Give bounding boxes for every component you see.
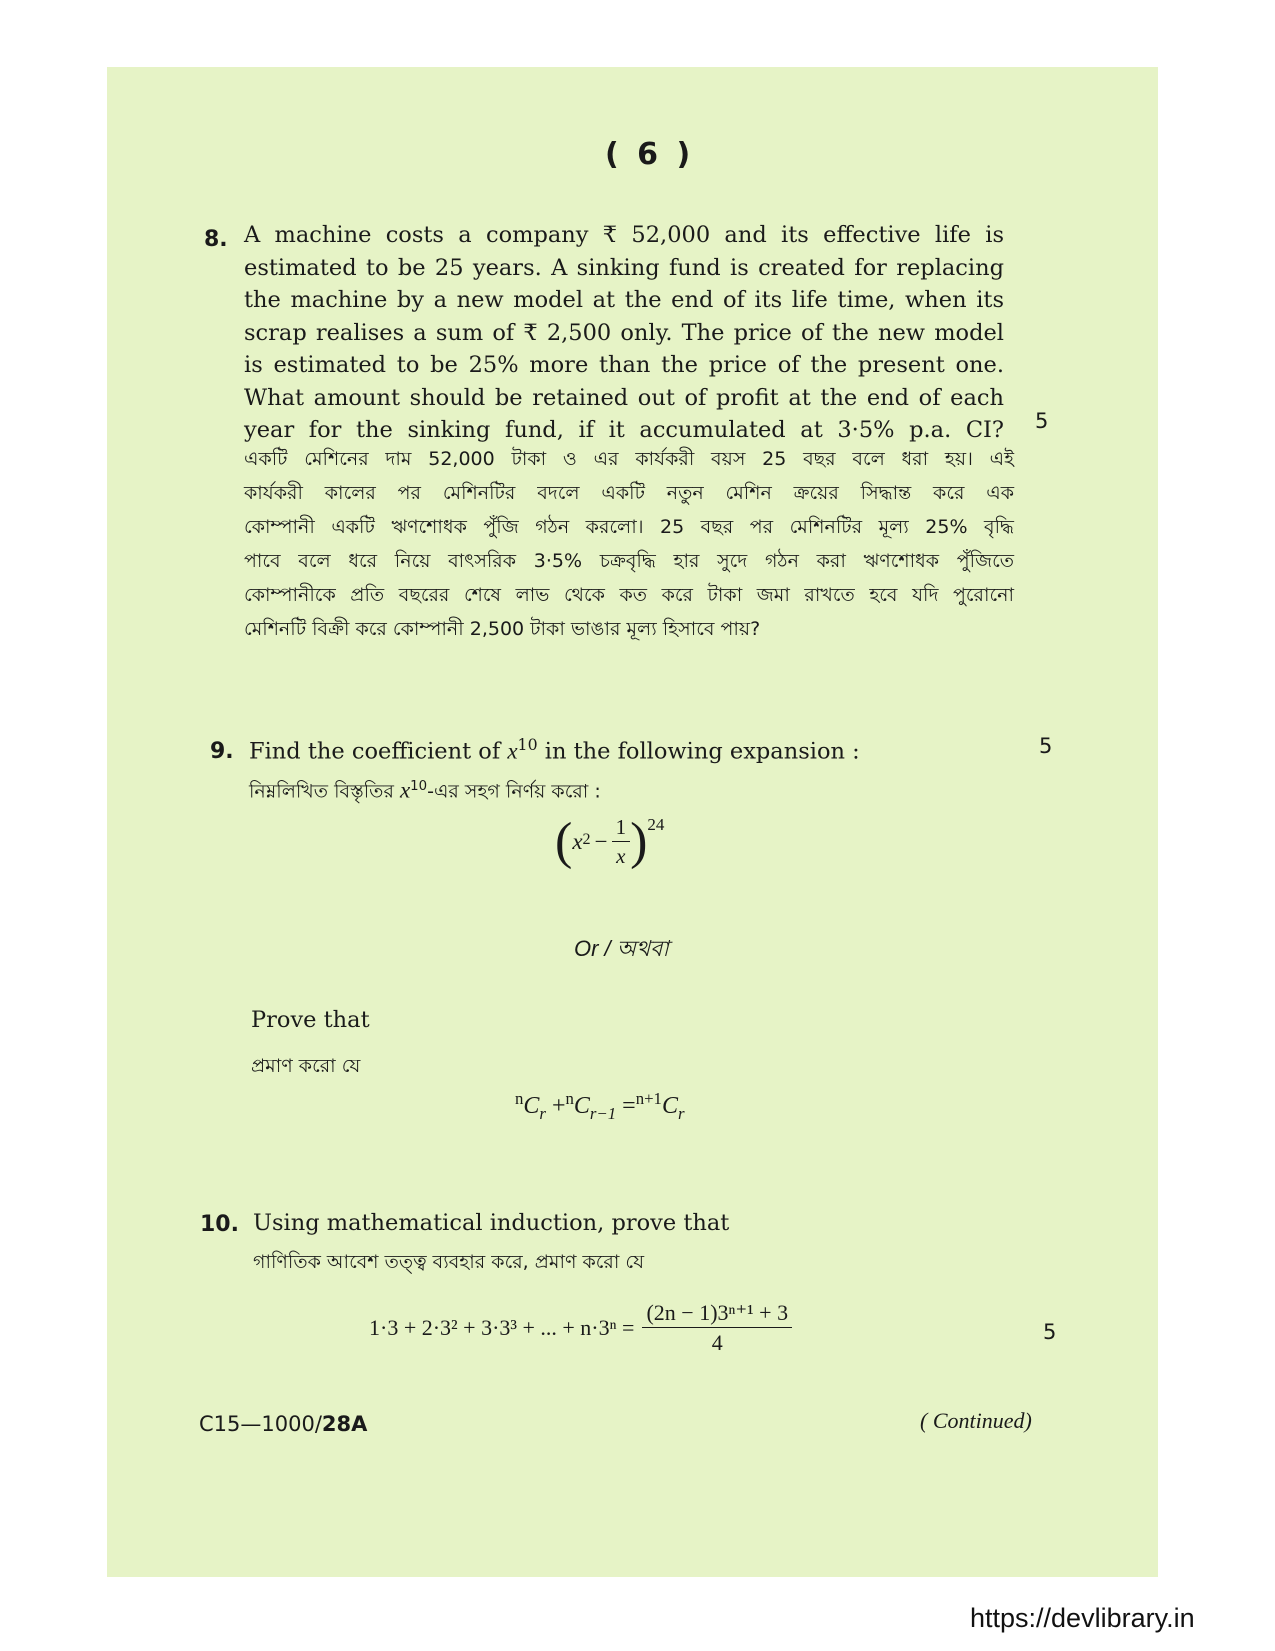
q8-bn-line: কোম্পানী একটি ঋণশোধক পুঁজি গঠন করলো। 25 বছর পর মেশিনটির মূল্য 25% বৃদ্ধি <box>244 516 1014 538</box>
q8-line: scrap realises a sum of ₹ 2,500 only. The price of the new model <box>244 319 1004 346</box>
continued-label: ( Continued) <box>920 1408 1032 1433</box>
q8-line: What amount should be retained out of profit at the end of each <box>244 384 1004 411</box>
question-8-bengali <box>244 442 1014 646</box>
page-number: ( 6 ) <box>605 137 695 172</box>
q8-bn-line: কোম্পানীকে প্রতি বছরের শেষে লাভ থেকে কত করে টাকা জমা রাখতে হবে যদি পুরোনো <box>244 584 1014 606</box>
paper-code: C15—1000/28A <box>199 1412 368 1436</box>
q8-line: A machine costs a company ₹ 52,000 and its effective life is <box>244 222 1004 248</box>
or-separator: Or / অথবা <box>574 936 669 961</box>
question-9-bengali: নিম্নলিখিত বিস্তৃতির $x^{10}-এর$ সহগ নির্ণয় করো : <box>249 777 601 803</box>
prove-that-bengali: প্রমাণ করো যে <box>251 1055 361 1077</box>
source-url-watermark: https://devlibrary.in <box>970 1603 1195 1633</box>
question-9-number: 9. <box>210 739 234 764</box>
prove-that-english: Prove that <box>251 1007 370 1033</box>
exam-page <box>107 67 1158 1577</box>
question-10-bengali: গাণিতিক আবেশ তত্ত্ব ব্যবহার করে, প্রমাণ করো যে <box>253 1251 645 1273</box>
question-8-number: 8. <box>204 227 228 252</box>
combination-identity: $^nC_r +^nC_{r-1} =^{n+1}C_r$ <box>515 1089 685 1123</box>
fraction: $\frac{1}{x}$ <box>612 815 631 869</box>
question-10-english: Using mathematical induction, prove that <box>253 1210 730 1236</box>
q8-line: estimated to be 25 years. A sinking fund is created for replacing <box>244 254 1004 281</box>
question-8-english <box>244 219 1004 447</box>
q8-bn-line: কার্যকরী কালের পর মেশিনটির বদলে একটি নতুন মেশিন ক্রয়ের সিদ্ধান্ত করে এক <box>244 482 1014 504</box>
induction-equation: 1·3 + 2·3² + 3·3³ + ... + n·3ⁿ = $\frac{\text{(2n − 1)3ⁿ⁺¹ + 3}}{4}$ <box>369 1300 792 1356</box>
q8-line: year for the sinking fund, if it accumulated at 3·5% p.a. CI? <box>244 417 1004 443</box>
question-10-marks: 5 <box>1043 1320 1057 1344</box>
induction-fraction: $\frac{\text{(2n − 1)3ⁿ⁺¹ + 3}}{4}$ <box>642 1300 792 1356</box>
q8-bn-line: মেশিনটি বিক্রী করে কোম্পানী 2,500 টাকা ভাঙার মূল্য হিসাবে পায়? <box>244 618 761 640</box>
question-8-marks: 5 <box>1035 409 1049 433</box>
q8-line: is estimated to be 25% more than the price of the present one. <box>244 352 1004 378</box>
question-10-number: 10. <box>200 1212 239 1237</box>
question-9-english: Find the coefficient of $x^{10}$ in the following expansion : <box>249 735 860 765</box>
question-9-marks: 5 <box>1039 734 1053 758</box>
q8-line: the machine by a new model at the end of its life time, when its <box>244 287 1004 313</box>
q8-bn-line: পাবে বলে ধরে নিয়ে বাৎসরিক 3·5% চক্রবৃদ্ধি হার সুদে গঠন করা ঋণশোধক পুঁজিতে <box>244 550 1014 572</box>
q8-bn-line: একটি মেশিনের দাম 52,000 টাকা ও এর কার্যকরী বয়স 25 বছর বলে ধরা হয়। এই <box>244 448 1014 470</box>
binomial-expression: ( x $^2$ − $\frac{1}{x}$ ) $^{24}$ <box>555 813 665 870</box>
